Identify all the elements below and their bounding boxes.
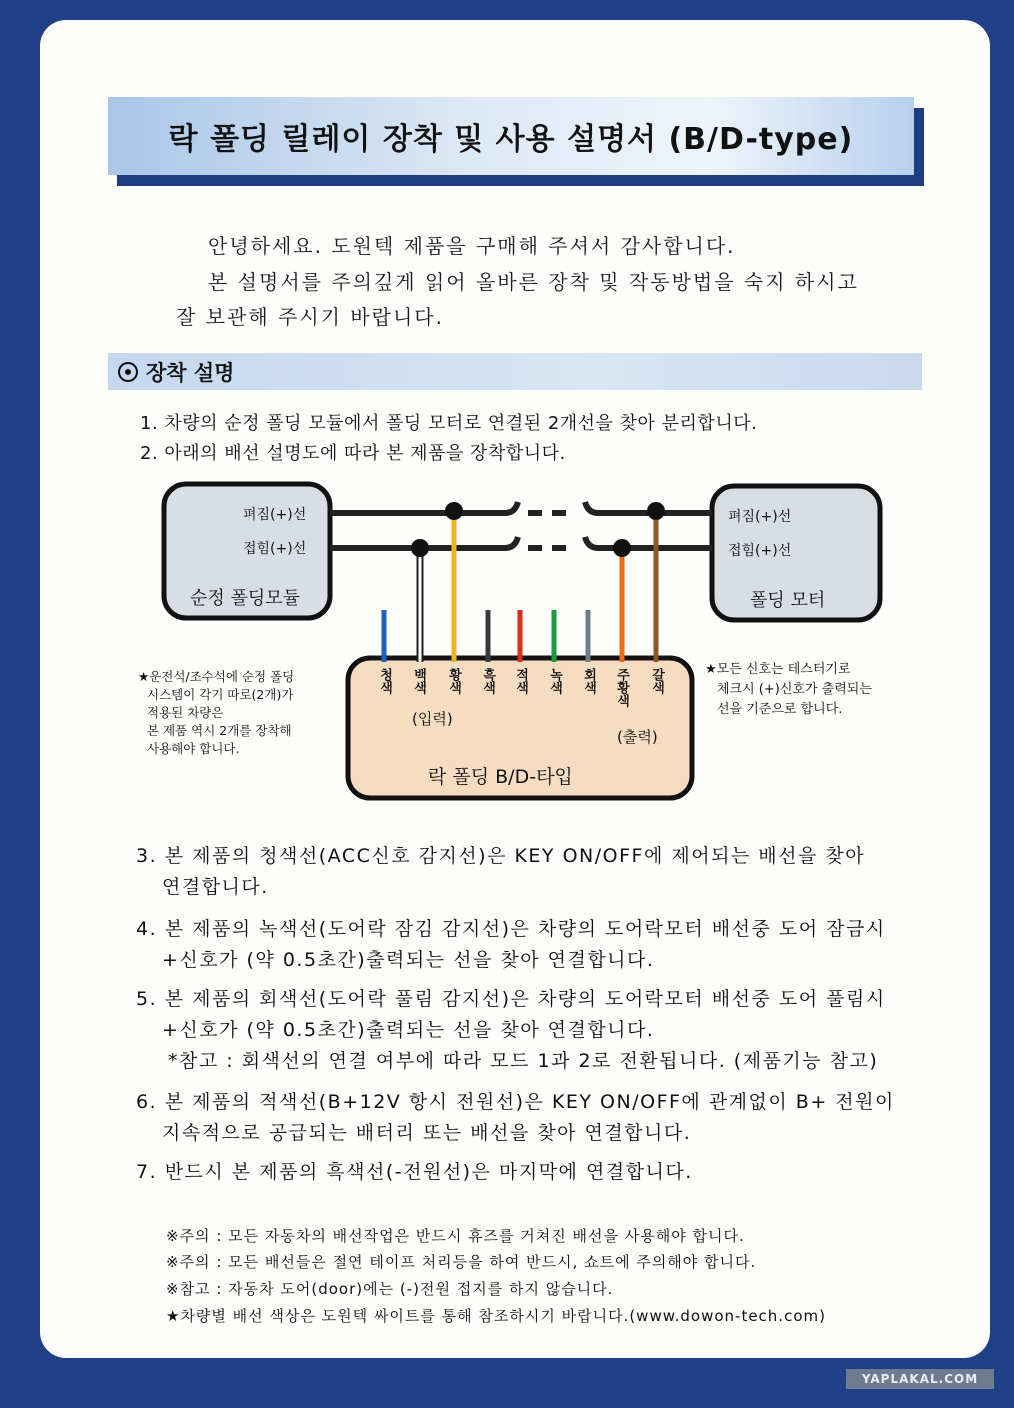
intro-line-3: 잘 보관해 주시기 바랍니다. (176, 305, 444, 329)
pin-label-black: 흑색 (480, 668, 495, 694)
page-title: 락 폴딩 릴레이 장착 및 사용 설명서 (B/D-type) (108, 97, 914, 175)
junction-dot (613, 539, 631, 557)
website-note: ★차량별 배선 색상은 도원텍 싸이트를 통해 참조하시기 바랍니다.(www.dowon-tech.com) (166, 1307, 826, 1325)
intro-line-2: 본 설명서를 주의깊게 읽어 올바른 장착 및 작동방법을 숙지 하시고 (208, 270, 859, 294)
junction-dot (445, 502, 463, 520)
step-1: 1. 차량의 순정 폴딩 모듈에서 폴딩 모터로 연결된 2개선을 찾아 분리합니다. (140, 413, 758, 434)
pin-label-gray: 회색 (581, 668, 596, 694)
input-label: (입력) (412, 710, 453, 728)
section-label: 장착 설명 (146, 360, 235, 385)
step-5: 5. 본 제품의 회색선(도어락 풀림 감지선)은 차량의 도어락모터 배선중 도어 풀림시 +신호가 (약 0.5초간)출력되는 선을 찾아 연결합니다. *참고 : 회색선의 연결 여부에 따라 모드 1과 2로 전환됩니다. (제품기능 참고) (136, 988, 886, 1072)
wire-open-left (330, 502, 518, 513)
pin-label-white: 백색 (411, 668, 426, 694)
intro-line-1: 안녕하세요. 도원텍 제품을 구매해 주셔서 감사합니다. (208, 234, 736, 258)
step-7: 7. 반드시 본 제품의 흑색선(-전원선)은 마지막에 연결합니다. (136, 1161, 693, 1183)
right-module-title: 폴딩 모터 (750, 590, 826, 611)
wire-fold-right (585, 537, 712, 548)
pin-label-orange: 주황색 (614, 668, 629, 707)
left-side-note: ★운전석/조수석에 순정 폴딩 시스템이 각기 따로(2개)가 적용된 차량은 본 제품 역시 2개를 장착해 사용해야 합니다. (138, 669, 295, 756)
reference-note: ※참고 : 자동차 도어(door)에는 (-)전원 접지를 하지 않습니다. (166, 1280, 614, 1298)
right-fold-label: 접힘(+)선 (728, 543, 792, 559)
output-label: (출력) (617, 728, 658, 746)
pin-label-yellow: 황색 (446, 668, 461, 694)
left-open-label: 펴짐(+)선 (243, 507, 307, 523)
caution-note-1: ※주의 : 모든 자동차의 배선작업은 반드시 휴즈를 거쳐진 배선을 사용해야 합니다. (166, 1227, 745, 1245)
left-module-title: 순정 폴딩모듈 (190, 588, 301, 609)
step-2: 2. 아래의 배선 설명도에 따라 본 제품을 장착합니다. (140, 443, 566, 464)
junction-dot (647, 502, 665, 520)
right-open-label: 펴짐(+)선 (728, 509, 792, 525)
pin-label-blue: 청색 (377, 668, 392, 694)
pin-label-brown: 갈색 (649, 668, 664, 694)
left-fold-label: 접힘(+)선 (243, 541, 307, 557)
right-side-note: ★모든 신호는 테스터기로 체크시 (+)신호가 출력되는 선을 기준으로 합니다. (705, 662, 872, 717)
step-4: 4. 본 제품의 녹색선(도어락 잠김 감지선)은 차량의 도어락모터 배선중 도어 잠금시 +신호가 (약 0.5초간)출력되는 선을 찾아 연결합니다. (136, 918, 886, 971)
pin-label-green: 녹색 (547, 668, 562, 694)
watermark: YAPLAKAL.COM (846, 1369, 994, 1389)
product-title: 락 폴딩 B/D-타입 (428, 766, 573, 788)
caution-note-2: ※주의 : 모든 배선들은 절연 테이프 처리등을 하여 반드시, 쇼트에 주의해야 합니다. (166, 1253, 757, 1271)
step-6: 6. 본 제품의 적색선(B+12V 항시 전원선)은 KEY ON/OFF에 관계없이 B+ 전원이 지속적으로 공급되는 배터리 또는 배선을 찾아 연결합니다. (136, 1091, 895, 1144)
junction-dot (411, 539, 429, 557)
pin-label-red: 적색 (513, 668, 528, 694)
step-3: 3. 본 제품의 청색선(ACC신호 감지선)은 KEY ON/OFF에 제어되는 배선을 찾아 연결합니다. (136, 845, 866, 898)
